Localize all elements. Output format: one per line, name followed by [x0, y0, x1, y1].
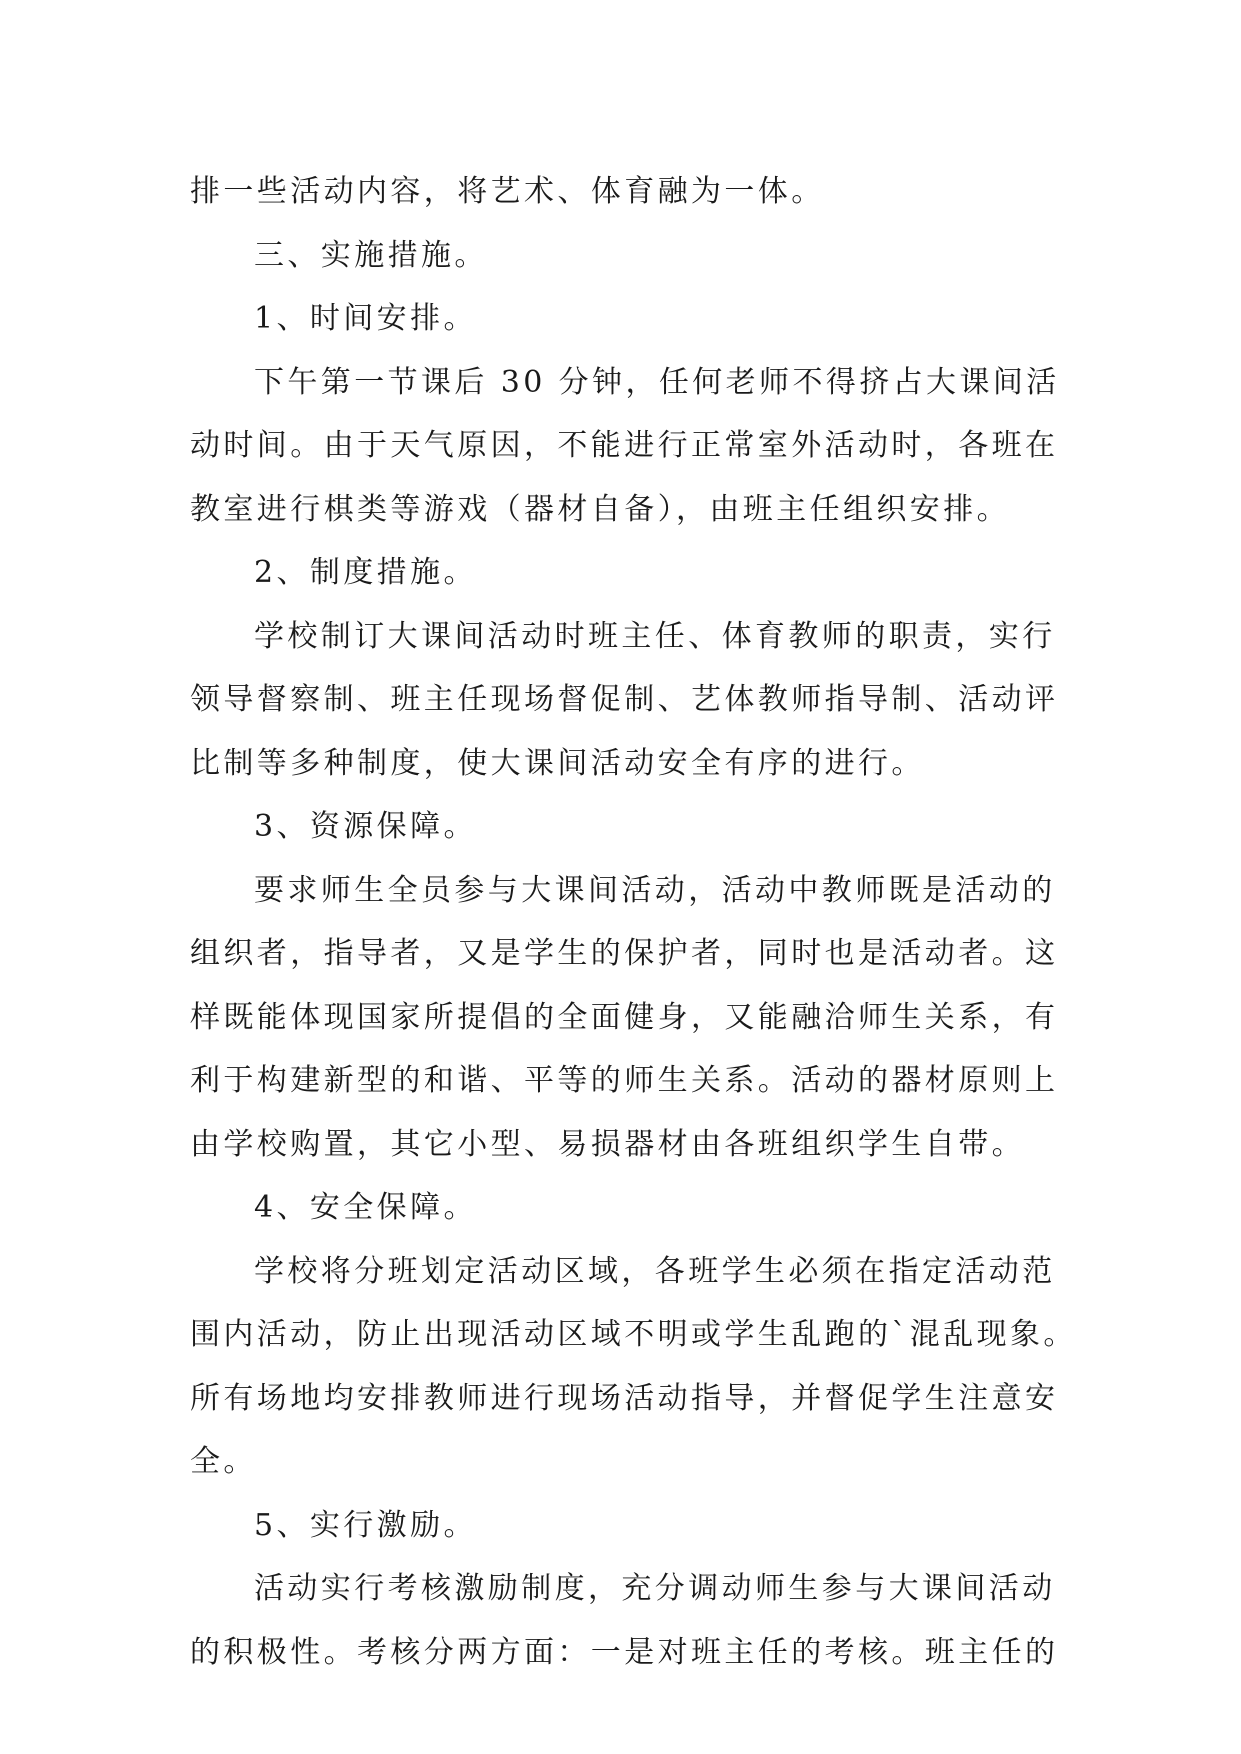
text-line: 教室进行棋类等游戏（器材自备），由班主任组织安排。: [190, 491, 1010, 527]
text-line: 所有场地均安排教师进行现场活动指导，并督促学生注意安: [190, 1380, 1059, 1416]
text-line: 排一些活动内容，将艺术、体育融为一体。: [190, 174, 825, 209]
text-line: 2、制度措施。: [254, 555, 477, 590]
text-line: 4、安全保障。: [254, 1190, 477, 1225]
text-line: 利于构建新型的和谐、平等的师生关系。活动的器材原则上: [190, 1063, 1059, 1098]
text-line: 三、实施措施。: [254, 237, 488, 273]
text-line: 学校将分班划定活动区域，各班学生必须在指定活动范: [254, 1253, 1056, 1289]
text-line: 1、时间安排。: [254, 301, 477, 336]
text-line: 比制等多种制度，使大课间活动安全有序的进行。: [190, 745, 925, 781]
document-body: [190, 160, 1077, 1684]
text-line: 活动实行考核激励制度，充分调动师生参与大课间活动: [254, 1571, 1056, 1606]
text-line: 围内活动，防止出现活动区域不明或学生乱跑的`混乱现象。: [190, 1317, 1077, 1352]
text-line: 样既能体现国家所提倡的全面健身，又能融洽师生关系，有: [190, 999, 1059, 1035]
text-line: 的积极性。考核分两方面：一是对班主任的考核。班主任的: [190, 1634, 1059, 1670]
text-line: 5、实行激励。: [254, 1507, 477, 1543]
text-line: 由学校购置，其它小型、易损器材由各班组织学生自带。: [190, 1126, 1025, 1162]
text-line: 要求师生全员参与大课间活动，活动中教师既是活动的: [254, 872, 1056, 908]
text-line: 组织者，指导者，又是学生的保护者，同时也是活动者。这: [190, 936, 1059, 971]
text-line: 3、资源保障。: [254, 809, 477, 844]
text-line: 领导督察制、班主任现场督促制、艺体教师指导制、活动评: [190, 682, 1059, 717]
text-line: 下午第一节课后 30 分钟，任何老师不得挤占大课间活: [254, 364, 1060, 400]
text-line: 全。: [190, 1444, 257, 1479]
text-line: 学校制订大课间活动时班主任、体育教师的职责，实行: [254, 618, 1056, 654]
text-line: 动时间。由于天气原因，不能进行正常室外活动时，各班在: [190, 428, 1059, 463]
